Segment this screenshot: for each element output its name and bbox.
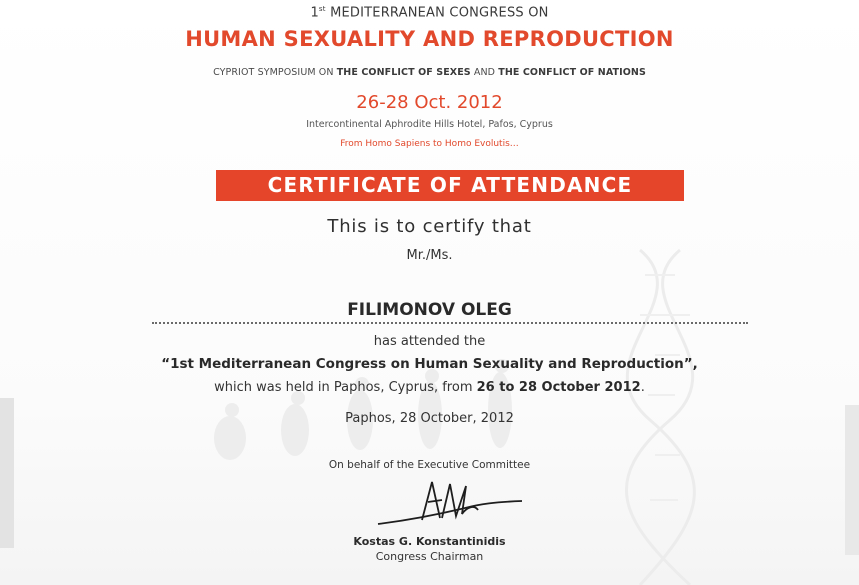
dotted-divider [152,322,748,324]
handwritten-signature [370,474,530,534]
symposium-and: AND [473,67,496,78]
venue: Intercontinental Aphrodite Hills Hotel, Pafos, Cyprus [306,119,553,130]
congress-title: HUMAN SEXUALITY AND REPRODUCTION [185,27,674,51]
on-behalf-line: On behalf of the Executive Committee [328,459,531,471]
certify-line: This is to certify that [327,216,532,237]
held-dates: 26 to 28 October 2012 [476,380,641,395]
symposium-line [0,67,859,78]
congress-dates: 26-28 Oct. 2012 [356,92,503,113]
signer-title: Congress Chairman [375,550,484,563]
symposium-prefix: CYPRIOT SYMPOSIUM ON [213,67,334,78]
congress-number-line [0,5,859,20]
motto: From Homo Sapiens to Homo Evolutis… [340,139,519,149]
attended-line: has attended the [373,334,486,349]
congress-line-rest: MEDITERRANEAN CONGRESS ON [330,5,549,21]
place-date: Paphos, 28 October, 2012 [345,411,514,426]
held-line [0,380,859,395]
held-prefix: which was held in Paphos, Cyprus, from [214,380,473,395]
signer-name: Kostas G. Konstantinidis [353,535,506,548]
congress-number-suffix: st [318,5,326,13]
symposium-part1: THE CONFLICT OF SEXES [336,67,471,78]
salutation: Mr./Ms. [406,248,453,263]
held-suffix: . [640,380,645,395]
certificate-banner: CERTIFICATE OF ATTENDANCE [216,170,684,201]
congress-number: 1 [310,5,319,21]
recipient-name: FILIMONOV OLEG [347,300,512,320]
symposium-part2: THE CONFLICT OF NATIONS [498,67,646,78]
event-name: “1st Mediterranean Congress on Human Sexuality and Reproduction”, [161,356,698,372]
